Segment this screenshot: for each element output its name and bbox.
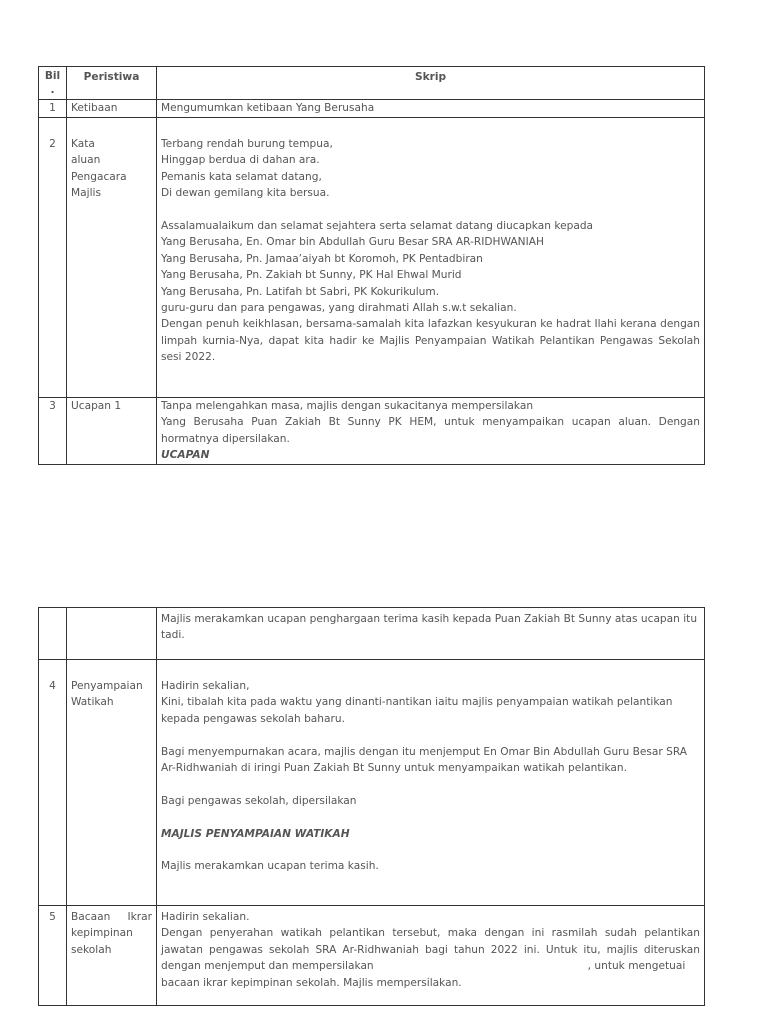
script-line: Tanpa melengahkan masa, majlis dengan sukacitanya mempersilakan [161,400,534,412]
script-paragraph: Bagi menyempurnakan acara, majlis dengan itu menjemput En Omar Bin Abdullah Guru Besar SRA Ar-Ridhwaniah di iringi Puan Zakiah Bt Sunny untuk menyampaikan watikah pelantikan. [161,745,688,775]
row-peristiwa [67,608,157,660]
row-peristiwa: Ucapan 1 [67,398,157,465]
watikah-cue: MAJLIS PENYAMPAIAN WATIKAH [161,827,350,840]
table-row [39,608,705,660]
row-bil: 5 [39,906,67,1006]
script-text: Dengan penyerahan watikah pelantikan tersebut, maka dengan ini rasmilah sudah pelantikan jawatan pengawas sekolah SRA Ar-Ridhwaniah bagi tahun 2022 ini. Untuk itu, majlis diteruskan dengan menjemput dan mempersilakan [161,927,700,973]
row-skrip [157,660,705,906]
script-text: , untuk mengetuai [587,960,686,973]
greeting-text: Assalamualaikum dan selamat sejahtera serta selamat datang diucapkan kepada Yang Berusaha, En. Omar bin Abdullah Guru Besar SRA AR-RIDHWANIAH Yang Berusaha, Pn. Jamaa’aiyah bt Koromoh, PK Pentadbiran Yang Berusaha, Pn. Zakiah bt Sunny, PK Hal Ehwal Murid Yang Berusaha, Pn. Latifah bt Sabri, PK Kokurikulum. guru-guru dan para pengawas, yang dirahmati Allah s.w.t sekalian. [161,220,594,315]
header-peristiwa: Peristiwa [67,67,157,100]
script-table-page-1 [38,66,705,465]
row-bil: 2 [39,118,67,398]
row-bil: 4 [39,660,67,906]
header-skrip: Skrip [157,67,705,100]
script-paragraph [161,925,700,974]
row-skrip [157,398,705,465]
row-skrip: Majlis merakamkan ucapan penghargaan terima kasih kepada Puan Zakiah Bt Sunny atas ucapan itu tadi. [157,608,705,660]
script-paragraph: Hadirin sekalian. [161,911,250,923]
table-header-row [39,67,705,100]
table-row [39,100,705,118]
row-bil: 3 [39,398,67,465]
table-row [39,660,705,906]
table-row [39,906,705,1006]
header-bil: Bil . [39,67,67,100]
closing-text: Dengan penuh keikhlasan, bersama-samalah kita lafazkan kesyukuran ke hadrat Ilahi kerana dengan limpah kurnia-Nya, dapat kita hadir ke Majlis Penyampaian Watikah Pelantikan Pengawas Sekolah sesi 2022. [161,318,700,364]
row-skrip: Mengumumkan ketibaan Yang Berusaha [157,100,705,118]
row-peristiwa: Kata aluan Pengacara Majlis [67,118,157,398]
script-paragraph: bacaan ikrar kepimpinan sekolah. Majlis mempersilakan. [161,976,462,989]
table-row [39,118,705,398]
script-paragraph: Majlis merakamkan ucapan terima kasih. [161,860,379,873]
row-skrip [157,118,705,398]
table-row [39,398,705,465]
row-bil [39,608,67,660]
script-table-page-2 [38,607,705,1006]
script-paragraph: Bagi pengawas sekolah, dipersilakan [161,794,357,807]
row-peristiwa: Penyampaian Watikah [67,660,157,906]
row-bil: 1 [39,100,67,118]
row-peristiwa: Ketibaan [67,100,157,118]
ucapan-cue: UCAPAN [161,449,210,462]
row-peristiwa: Bacaan Ikrar kepimpinan sekolah [67,906,157,1006]
script-line: Yang Berusaha Puan Zakiah Bt Sunny PK HEM, untuk menyampaikan ucapan aluan. Dengan hormatnya dipersilakan. [161,416,700,445]
pantun-text: Terbang rendah burung tempua, Hinggap berdua di dahan ara. Pemanis kata selamat datang, Di dewan gemilang kita bersua. [161,138,333,200]
row-skrip [157,906,705,1006]
script-paragraph: Hadirin sekalian, Kini, tibalah kita pada waktu yang dinanti-nantikan iaitu majlis penyampaian watikah pelantikan kepada pengawas sekolah baharu. [161,680,673,725]
